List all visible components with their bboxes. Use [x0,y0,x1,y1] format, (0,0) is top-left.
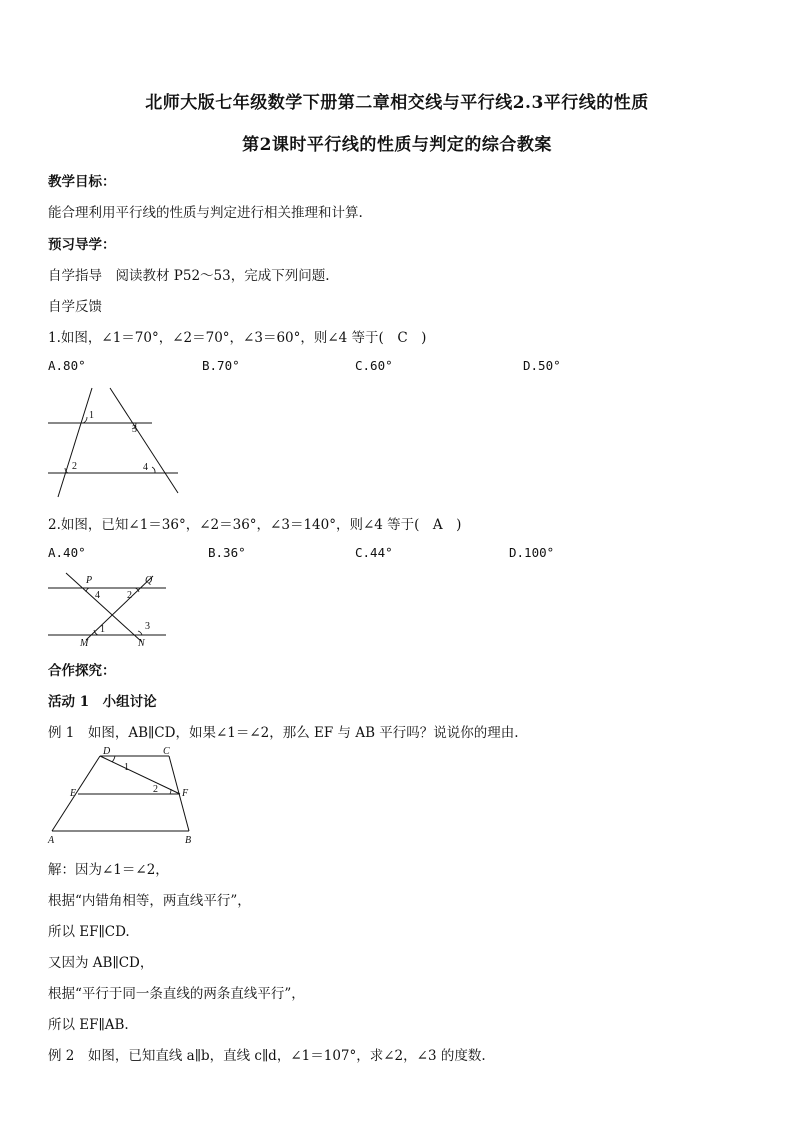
preview-feedback: 自学反馈 [48,299,102,315]
activity-heading: 活动 1 小组讨论 [48,694,157,710]
q2-label-m: M [80,638,89,649]
q1-stem: 1.如图，∠1＝70°，∠2＝70°，∠3＝60°，则∠4 等于( C ) [48,330,427,346]
q2-angle-arc-3 [138,631,142,635]
example1-figure [0,745,220,850]
q2-label-n: N [138,638,145,649]
document-title-line2: 第2课时平行线的性质与判定的综合教案 [242,135,552,155]
q1-angle-arc-4 [152,467,155,473]
q1-label-3: 3 [132,424,137,435]
example1-solution-line3: 所以 EF∥CD. [48,924,130,940]
q2-option-a: A.40° [48,545,86,560]
ex1-label-b: B [185,835,192,846]
q2-label-2: 2 [127,590,132,601]
q1-transversal-left [58,388,92,497]
explore-heading: 合作探究： [48,663,116,679]
q2-label-1: 1 [100,624,105,635]
ex1-label-c: C [163,746,170,757]
example1-solution-line1: 解：因为∠1＝∠2， [48,862,169,878]
q2-angle-arc-4 [86,588,89,592]
objectives-text: 能合理利用平行线的性质与判定进行相关推理和计算. [48,205,363,221]
q2-figure [0,568,200,653]
objectives-heading: 教学目标： [48,174,116,190]
example1-solution-line6: 所以 EF∥AB. [48,1017,129,1033]
q1-option-c: C.60° [355,358,393,373]
ex1-angle-arc-1 [112,756,115,762]
example1-solution-line4: 又因为 AB∥CD， [48,955,154,971]
ex1-label-1: 1 [124,762,129,773]
q2-stem: 2.如图，已知∠1＝36°，∠2＝36°，∠3＝140°，则∠4 等于( A ) [48,517,462,533]
example1-stem: 例 1 如图，AB∥CD，如果∠1＝∠2，那么 EF 与 AB 平行吗？说说你的理由. [48,725,519,741]
q1-option-d: D.50° [523,358,561,373]
q1-angle-arc-1 [83,417,87,423]
q1-label-4: 4 [143,462,148,473]
q2-label-p: P [86,575,93,586]
preview-heading: 预习导学： [48,237,116,253]
q2-label-4: 4 [95,590,100,601]
q1-option-b: B.70° [202,358,240,373]
ex1-label-2: 2 [153,784,158,795]
document-title-line1: 北师大版七年级数学下册第二章相交线与平行线2.3平行线的性质 [145,93,649,113]
example2-stem: 例 2 如图，已知直线 a∥b，直线 c∥d，∠1＝107°，求∠2，∠3 的度数. [48,1048,486,1064]
ex1-label-f: F [182,788,189,799]
q2-option-b: B.36° [208,545,246,560]
q2-option-d: D.100° [509,545,555,560]
preview-guide: 自学指导 阅读教材 P52～53，完成下列问题. [48,268,330,284]
q1-option-a: A.80° [48,358,86,373]
ex1-label-e: E [70,788,77,799]
q2-label-3: 3 [145,621,150,632]
q2-label-q: Q [145,575,153,586]
ex1-label-d: D [103,746,111,757]
q1-label-2: 2 [72,461,77,472]
q2-line-qm [86,576,153,640]
q1-figure [0,380,200,505]
q2-option-c: C.44° [355,545,393,560]
q1-label-1: 1 [89,410,94,421]
example1-solution-line2: 根据“内错角相等，两直线平行”， [48,893,251,909]
q1-transversal-right [110,388,178,493]
ex1-label-a: A [48,835,55,846]
example1-solution-line5: 根据“平行于同一条直线的两条直线平行”， [48,986,305,1002]
